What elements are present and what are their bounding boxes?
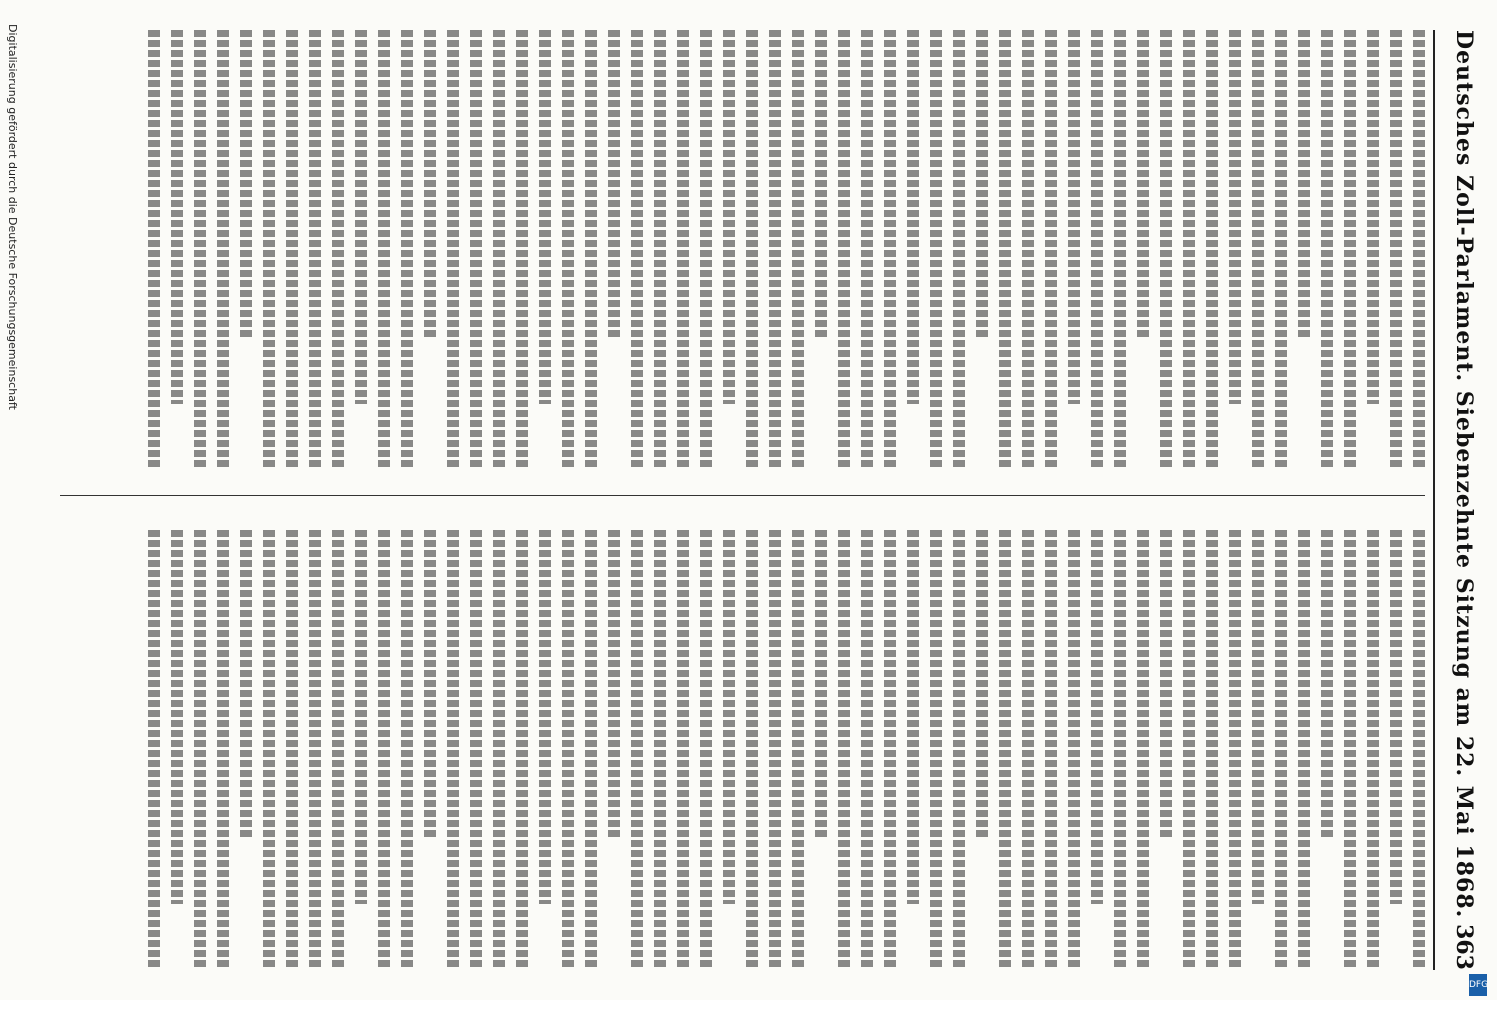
column-right xyxy=(60,530,1425,970)
page-number: 363 xyxy=(1451,924,1477,970)
column-left xyxy=(60,30,1425,470)
dfg-logo: DFG xyxy=(1469,974,1487,996)
column-divider xyxy=(60,495,1425,496)
footer-note: Digitalisierung gefördert durch die Deutsche Forschungsgemeinschaft xyxy=(6,24,19,410)
page-header: Deutsches Zoll-Parlament. Siebenzehnte Sitzung am 22. Mai 1868. xyxy=(1451,30,1477,919)
header-rule xyxy=(1433,30,1435,970)
